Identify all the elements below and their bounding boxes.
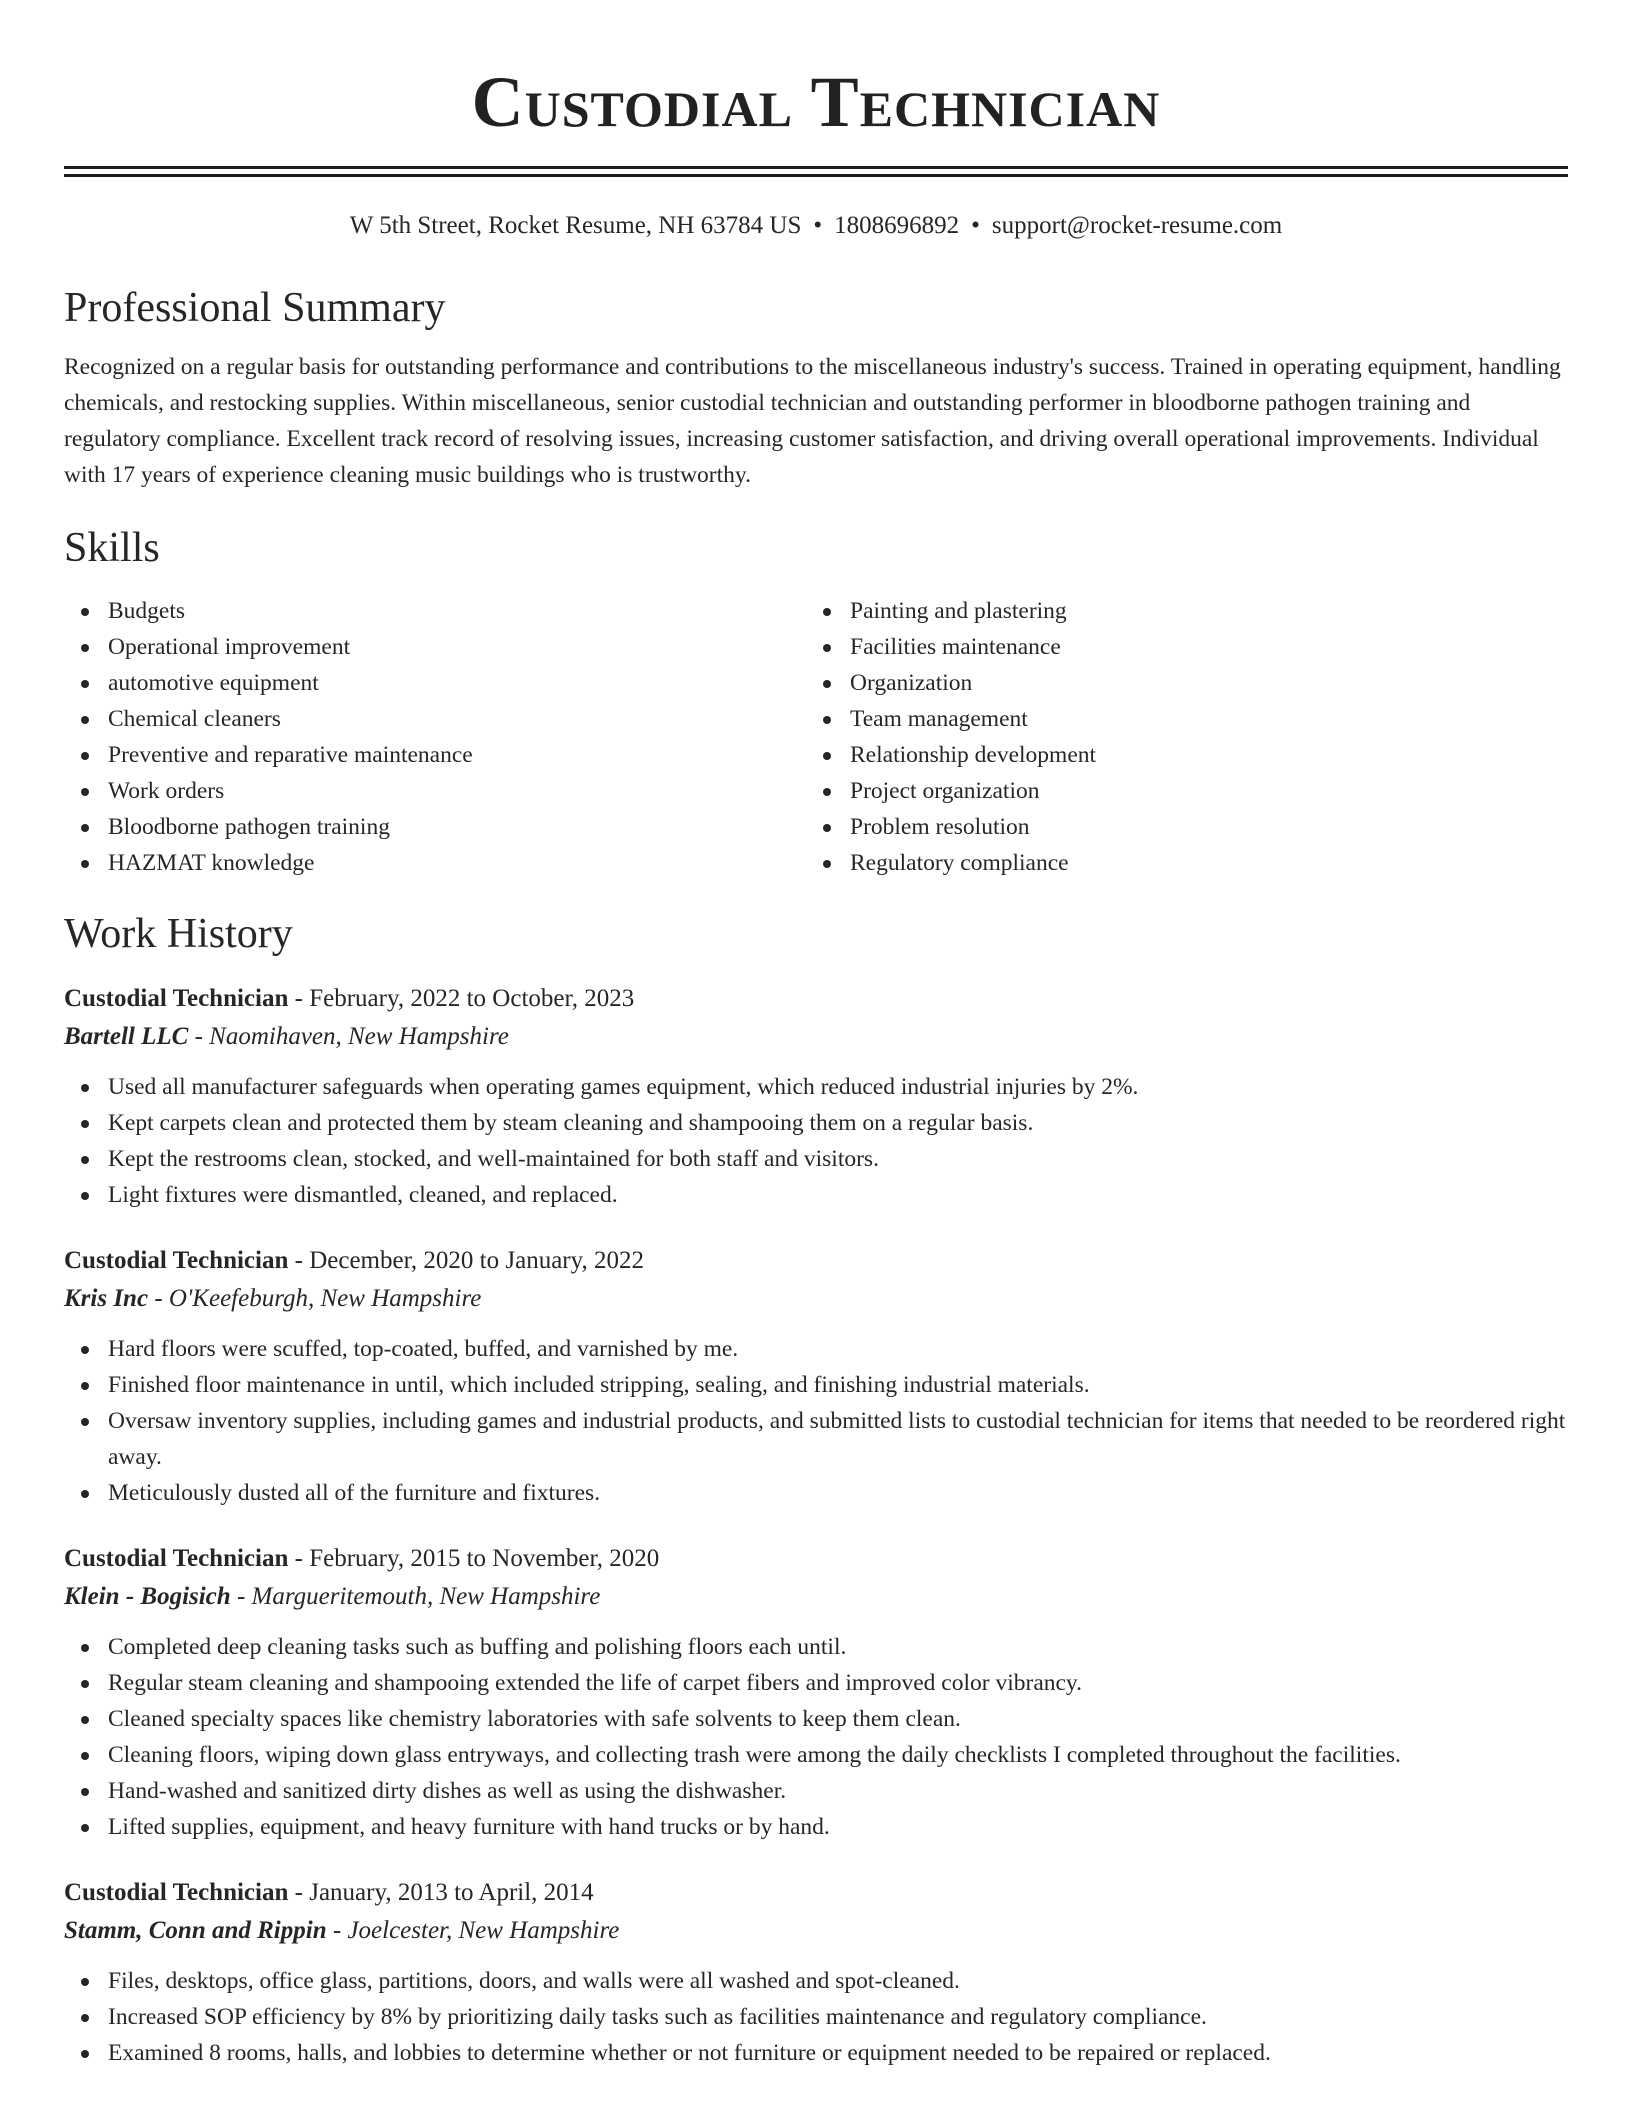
job-bullet: Finished floor maintenance in until, which included stripping, sealing, and finishing industrial materials.	[64, 1367, 1568, 1403]
dash: -	[194, 1023, 203, 1050]
company-name: Kris Inc	[64, 1285, 149, 1312]
dash: -	[154, 1285, 163, 1312]
job-location: Naomihaven, New Hampshire	[209, 1023, 509, 1050]
company-line	[64, 1911, 1568, 1951]
job-bullet: Cleaning floors, wiping down glass entryways, and collecting trash were among the daily checklists I completed throughout the facilities.	[64, 1737, 1568, 1773]
dash: -	[294, 985, 303, 1012]
job-location: Margueritemouth, New Hampshire	[251, 1583, 601, 1610]
summary-heading: Professional Summary	[64, 285, 446, 331]
job-dates: January, 2013 to April, 2014	[309, 1879, 594, 1906]
job-bullet: Regular steam cleaning and shampooing extended the life of carpet fibers and improved color vibrancy.	[64, 1665, 1568, 1701]
contact-phone: 1808696892	[834, 212, 960, 239]
summary-text: Recognized on a regular basis for outstanding performance and contributions to the miscellaneous industry's success. Trained in operating equipment, handling chemicals, and restocking supplies. Within miscellaneous, senior custodial technician and outstanding performer in bloodborne pathogen training and regulatory compliance. Excellent track record of resolving issues, increasing customer satisfaction, and driving overall operational improvements. Individual with 17 years of experience cleaning music buildings who is trustworthy.	[64, 354, 1561, 488]
company-name: Stamm, Conn and Rippin	[64, 1917, 327, 1944]
header-double-rule	[64, 166, 1568, 177]
job-bullet: Meticulously dusted all of the furniture and fixtures.	[64, 1475, 1568, 1511]
job-bullet: Hand-washed and sanitized dirty dishes as well as using the dishwasher.	[64, 1773, 1568, 1809]
skill-item: Regulatory compliance	[806, 845, 1548, 881]
job-entry	[64, 981, 1568, 1213]
skill-item: Facilities maintenance	[806, 629, 1548, 665]
skill-item: Problem resolution	[806, 809, 1548, 845]
skill-item: Budgets	[64, 593, 806, 629]
dash: -	[236, 1583, 246, 1610]
resume-page	[64, 0, 1568, 2071]
job-bullet: Examined 8 rooms, halls, and lobbies to determine whether or not furniture or equipment needed to be repaired or replaced.	[64, 2035, 1568, 2071]
dash: -	[294, 1545, 303, 1572]
job-dates: February, 2022 to October, 2023	[309, 985, 635, 1012]
dash: -	[294, 1247, 303, 1274]
job-bullet: Kept the restrooms clean, stocked, and well-maintained for both staff and visitors.	[64, 1141, 1568, 1177]
job-bullet: Used all manufacturer safeguards when operating games equipment, which reduced industrial injuries by 2%.	[64, 1069, 1568, 1105]
job-bullets	[64, 1331, 1568, 1511]
contact-separator: •	[971, 212, 980, 239]
job-dates: December, 2020 to January, 2022	[309, 1247, 644, 1274]
job-bullet: Files, desktops, office glass, partitions, doors, and walls were all washed and spot-cleaned.	[64, 1963, 1568, 1999]
company-line	[64, 1279, 1568, 1319]
contact-separator: •	[813, 212, 823, 239]
job-bullets	[64, 1069, 1568, 1213]
job-entry	[64, 1541, 1568, 1845]
work-history-heading: Work History	[64, 911, 293, 957]
job-bullet: Completed deep cleaning tasks such as buffing and polishing floors each until.	[64, 1629, 1568, 1665]
contact-line	[64, 209, 1568, 243]
job-title: Custodial Technician	[64, 1545, 289, 1572]
job-location: Joelcester, New Hampshire	[347, 1917, 620, 1944]
job-bullet: Increased SOP efficiency by 8% by prioritizing daily tasks such as facilities maintenance and regulatory compliance.	[64, 1999, 1568, 2035]
skill-item: Preventive and reparative maintenance	[64, 737, 806, 773]
skill-item: Project organization	[806, 773, 1548, 809]
skills-grid	[64, 593, 1568, 881]
company-line	[64, 1017, 1568, 1057]
skill-item: Chemical cleaners	[64, 701, 806, 737]
skill-item: Relationship development	[806, 737, 1548, 773]
skill-item: Bloodborne pathogen training	[64, 809, 806, 845]
skills-right-column	[806, 593, 1548, 881]
job-title-line	[64, 981, 1568, 1017]
job-title-line	[64, 1541, 1568, 1577]
skills-heading: Skills	[64, 525, 160, 571]
job-location: O'Keefeburgh, New Hampshire	[168, 1285, 482, 1312]
skill-item: Painting and plastering	[806, 593, 1548, 629]
job-title-line	[64, 1875, 1568, 1911]
skill-item: Work orders	[64, 773, 806, 809]
job-title: Custodial Technician	[64, 1879, 289, 1906]
skills-left-column	[64, 593, 806, 881]
job-bullet: Kept carpets clean and protected them by steam cleaning and shampooing them on a regular basis.	[64, 1105, 1568, 1141]
job-bullet: Oversaw inventory supplies, including games and industrial products, and submitted lists to custodial technician for items that needed to be reordered right away.	[64, 1403, 1568, 1475]
dash: -	[294, 1879, 303, 1906]
job-dates: February, 2015 to November, 2020	[309, 1545, 660, 1572]
company-name: Bartell LLC	[64, 1023, 189, 1050]
skill-item: Team management	[806, 701, 1548, 737]
job-bullets	[64, 1963, 1568, 2071]
skill-item: HAZMAT knowledge	[64, 845, 806, 881]
job-entry	[64, 1243, 1568, 1511]
dash: -	[332, 1917, 342, 1944]
company-name: Klein - Bogisich	[64, 1583, 231, 1610]
candidate-name: Custodial Technician	[471, 62, 1161, 142]
skill-item: Organization	[806, 665, 1548, 701]
contact-address: W 5th Street, Rocket Resume, NH 63784 US	[349, 212, 802, 239]
skill-item: Operational improvement	[64, 629, 806, 665]
skill-item: automotive equipment	[64, 665, 806, 701]
job-bullets	[64, 1629, 1568, 1845]
job-bullet: Hard floors were scuffed, top-coated, buffed, and varnished by me.	[64, 1331, 1568, 1367]
job-title: Custodial Technician	[64, 985, 289, 1012]
job-title: Custodial Technician	[64, 1247, 289, 1274]
job-bullet: Light fixtures were dismantled, cleaned, and replaced.	[64, 1177, 1568, 1213]
job-bullet: Lifted supplies, equipment, and heavy furniture with hand trucks or by hand.	[64, 1809, 1568, 1845]
contact-email: support@rocket-resume.com	[991, 212, 1283, 239]
job-bullet: Cleaned specialty spaces like chemistry laboratories with safe solvents to keep them clean.	[64, 1701, 1568, 1737]
job-title-line	[64, 1243, 1568, 1279]
job-entry	[64, 1875, 1568, 2071]
company-line	[64, 1577, 1568, 1617]
